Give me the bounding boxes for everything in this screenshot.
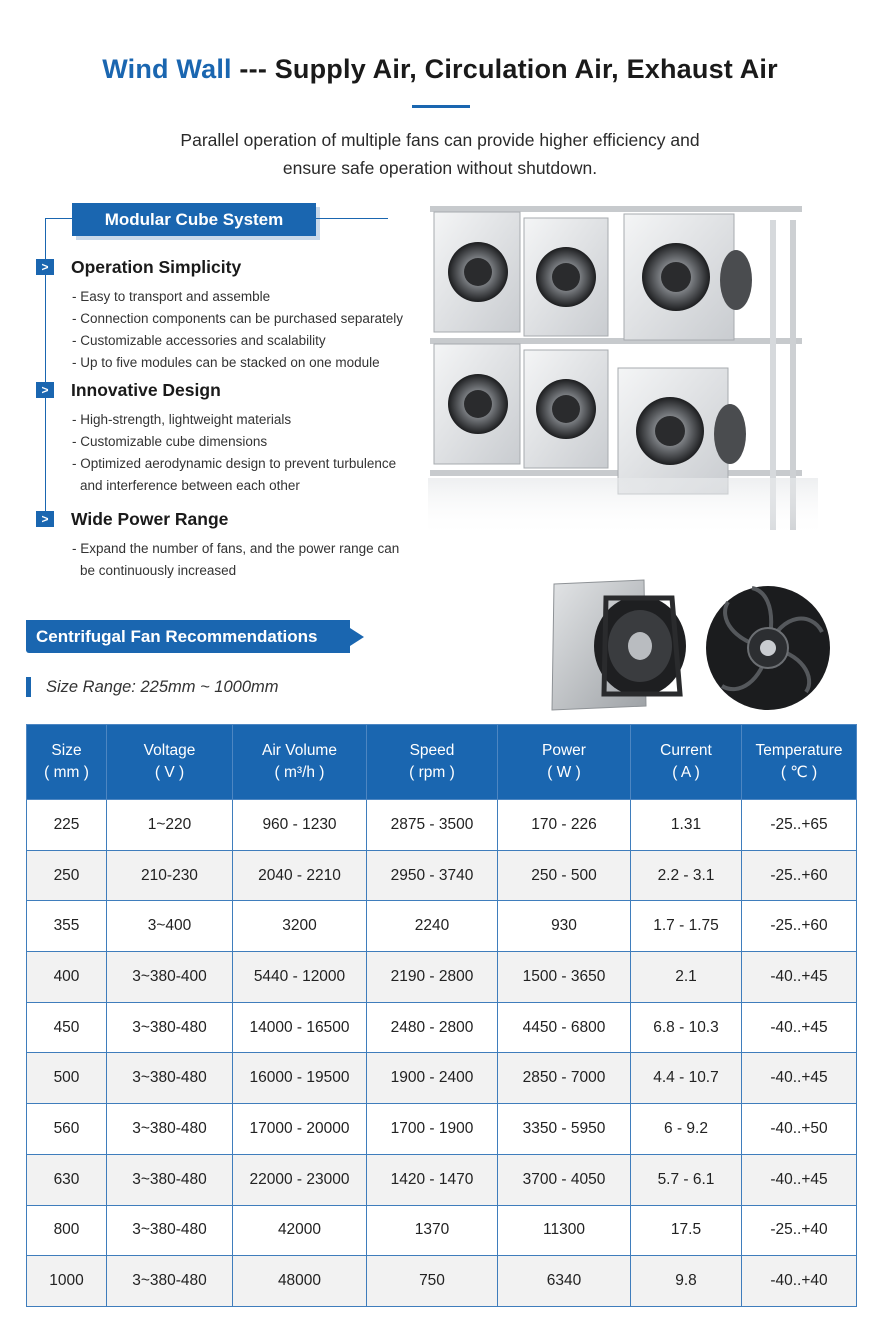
spec-table xyxy=(26,724,857,1307)
title-rest: --- Supply Air, Circulation Air, Exhaust Air xyxy=(231,54,778,84)
table-cell: -40..+45 xyxy=(742,1002,857,1053)
table-cell: 3~380-400 xyxy=(107,952,233,1003)
table-header-row xyxy=(27,725,857,800)
list-item: - Expand the number of fans, and the power range can xyxy=(72,541,400,556)
fan-wall-image xyxy=(428,198,818,538)
table-cell: 9.8 xyxy=(631,1256,742,1307)
table-cell: -25..+65 xyxy=(742,800,857,851)
table-cell: 17000 - 20000 xyxy=(233,1104,367,1155)
table-cell: 1420 - 1470 xyxy=(367,1154,498,1205)
table-cell: 1.7 - 1.75 xyxy=(631,901,742,952)
table-cell: 5440 - 12000 xyxy=(233,952,367,1003)
table-cell: -25..+60 xyxy=(742,850,857,901)
table-cell: 225 xyxy=(27,800,107,851)
table-cell: 355 xyxy=(27,901,107,952)
table-cell: 3200 xyxy=(233,901,367,952)
table-cell: 400 xyxy=(27,952,107,1003)
table-cell: 6340 xyxy=(498,1256,631,1307)
header-current: Current ( A ) xyxy=(631,725,742,800)
feature-title: Innovative Design xyxy=(71,380,221,400)
arrow-icon: > xyxy=(36,382,54,398)
feature-title: Operation Simplicity xyxy=(71,257,242,277)
table-cell: 2480 - 2800 xyxy=(367,1002,498,1053)
table-cell: 48000 xyxy=(233,1256,367,1307)
table-row xyxy=(27,1256,857,1307)
header-power: Power ( W ) xyxy=(498,725,631,800)
header-speed: Speed ( rpm ) xyxy=(367,725,498,800)
table-cell: 16000 - 19500 xyxy=(233,1053,367,1104)
recommendations-label: Centrifugal Fan Recommendations xyxy=(26,620,350,653)
page-title xyxy=(0,54,880,85)
arrow-icon: > xyxy=(36,259,54,275)
table-cell: 630 xyxy=(27,1154,107,1205)
connector-line-right xyxy=(316,218,388,219)
list-item: - High-strength, lightweight materials xyxy=(72,412,292,427)
table-cell: 3~380-480 xyxy=(107,1205,233,1256)
table-cell: 42000 xyxy=(233,1205,367,1256)
header-size: Size ( mm ) xyxy=(27,725,107,800)
table-cell: -25..+40 xyxy=(742,1205,857,1256)
feature-wide-power-range xyxy=(36,508,426,582)
table-cell: 500 xyxy=(27,1053,107,1104)
list-item: - Up to five modules can be stacked on one module xyxy=(72,355,380,370)
intro-line-2: ensure safe operation without shutdown. xyxy=(282,158,598,178)
table-row xyxy=(27,1002,857,1053)
table-cell: 170 - 226 xyxy=(498,800,631,851)
table-cell: -40..+50 xyxy=(742,1104,857,1155)
table-cell: 6.8 - 10.3 xyxy=(631,1002,742,1053)
fan-housing-image xyxy=(548,578,692,714)
table-cell: 1500 - 3650 xyxy=(498,952,631,1003)
feature-title: Wide Power Range xyxy=(71,509,229,529)
feature-list xyxy=(72,409,426,497)
table-cell: 3~400 xyxy=(107,901,233,952)
table-cell: 750 xyxy=(367,1256,498,1307)
table-cell: 1~220 xyxy=(107,800,233,851)
table-cell: -40..+45 xyxy=(742,1154,857,1205)
table-cell: 210-230 xyxy=(107,850,233,901)
table-row xyxy=(27,1154,857,1205)
table-cell: 11300 xyxy=(498,1205,631,1256)
feature-list xyxy=(72,538,426,582)
modular-cube-label: Modular Cube System xyxy=(72,203,316,236)
table-cell: 3350 - 5950 xyxy=(498,1104,631,1155)
table-row xyxy=(27,952,857,1003)
table-cell: 3700 - 4050 xyxy=(498,1154,631,1205)
table-row xyxy=(27,1053,857,1104)
size-range-marker xyxy=(26,677,31,697)
table-cell: 3~380-480 xyxy=(107,1104,233,1155)
list-item: and interference between each other xyxy=(80,478,300,493)
table-cell: -40..+40 xyxy=(742,1256,857,1307)
table-row xyxy=(27,1104,857,1155)
table-cell: 450 xyxy=(27,1002,107,1053)
table-row xyxy=(27,1205,857,1256)
list-item: - Optimized aerodynamic design to prevent turbulence xyxy=(72,456,397,471)
table-cell: 1370 xyxy=(367,1205,498,1256)
table-cell: 2190 - 2800 xyxy=(367,952,498,1003)
table-cell: 4450 - 6800 xyxy=(498,1002,631,1053)
list-item: be continuously increased xyxy=(80,563,237,578)
table-cell: 2.2 - 3.1 xyxy=(631,850,742,901)
table-cell: 2850 - 7000 xyxy=(498,1053,631,1104)
table-row xyxy=(27,850,857,901)
table-cell: 800 xyxy=(27,1205,107,1256)
arrow-icon: > xyxy=(36,511,54,527)
table-cell: 3~380-480 xyxy=(107,1256,233,1307)
table-cell: 2875 - 3500 xyxy=(367,800,498,851)
table-cell: 560 xyxy=(27,1104,107,1155)
table-cell: 4.4 - 10.7 xyxy=(631,1053,742,1104)
feature-operation-simplicity xyxy=(36,256,426,374)
list-item: - Connection components can be purchased separately xyxy=(72,311,403,326)
connector-line-left xyxy=(46,218,72,219)
table-cell: -40..+45 xyxy=(742,952,857,1003)
table-cell: 3~380-480 xyxy=(107,1002,233,1053)
table-cell: 1900 - 2400 xyxy=(367,1053,498,1104)
intro-text xyxy=(60,126,820,182)
fan-impeller-image xyxy=(702,582,834,714)
table-cell: 6 - 9.2 xyxy=(631,1104,742,1155)
table-cell: 1700 - 1900 xyxy=(367,1104,498,1155)
list-item: - Customizable cube dimensions xyxy=(72,434,268,449)
table-cell: 2950 - 3740 xyxy=(367,850,498,901)
fan-grid xyxy=(434,212,752,494)
table-cell: 2.1 xyxy=(631,952,742,1003)
table-cell: 250 xyxy=(27,850,107,901)
table-cell: 2240 xyxy=(367,901,498,952)
header-air-volume: Air Volume ( m³/h ) xyxy=(233,725,367,800)
table-cell: -25..+60 xyxy=(742,901,857,952)
table-cell: 17.5 xyxy=(631,1205,742,1256)
recommendations-arrow-icon xyxy=(350,628,364,646)
table-cell: 960 - 1230 xyxy=(233,800,367,851)
table-row xyxy=(27,800,857,851)
table-cell: 22000 - 23000 xyxy=(233,1154,367,1205)
table-cell: 2040 - 2210 xyxy=(233,850,367,901)
table-cell: 3~380-480 xyxy=(107,1053,233,1104)
table-cell: -40..+45 xyxy=(742,1053,857,1104)
table-cell: 250 - 500 xyxy=(498,850,631,901)
feature-innovative-design xyxy=(36,379,426,497)
intro-line-1: Parallel operation of multiple fans can provide higher efficiency and xyxy=(180,130,700,150)
list-item: - Customizable accessories and scalability xyxy=(72,333,326,348)
size-range-text: Size Range: 225mm ~ 1000mm xyxy=(46,678,279,696)
table-cell: 1.31 xyxy=(631,800,742,851)
table-cell: 1000 xyxy=(27,1256,107,1307)
title-underline xyxy=(412,105,470,108)
header-voltage: Voltage ( V ) xyxy=(107,725,233,800)
table-cell: 930 xyxy=(498,901,631,952)
table-cell: 5.7 - 6.1 xyxy=(631,1154,742,1205)
table-body xyxy=(27,800,857,1307)
list-item: - Easy to transport and assemble xyxy=(72,289,271,304)
table-cell: 14000 - 16500 xyxy=(233,1002,367,1053)
title-highlight: Wind Wall xyxy=(102,54,232,84)
feature-list xyxy=(72,286,426,374)
table-row xyxy=(27,901,857,952)
header-temperature: Temperature ( ℃ ) xyxy=(742,725,857,800)
table-cell: 3~380-480 xyxy=(107,1154,233,1205)
